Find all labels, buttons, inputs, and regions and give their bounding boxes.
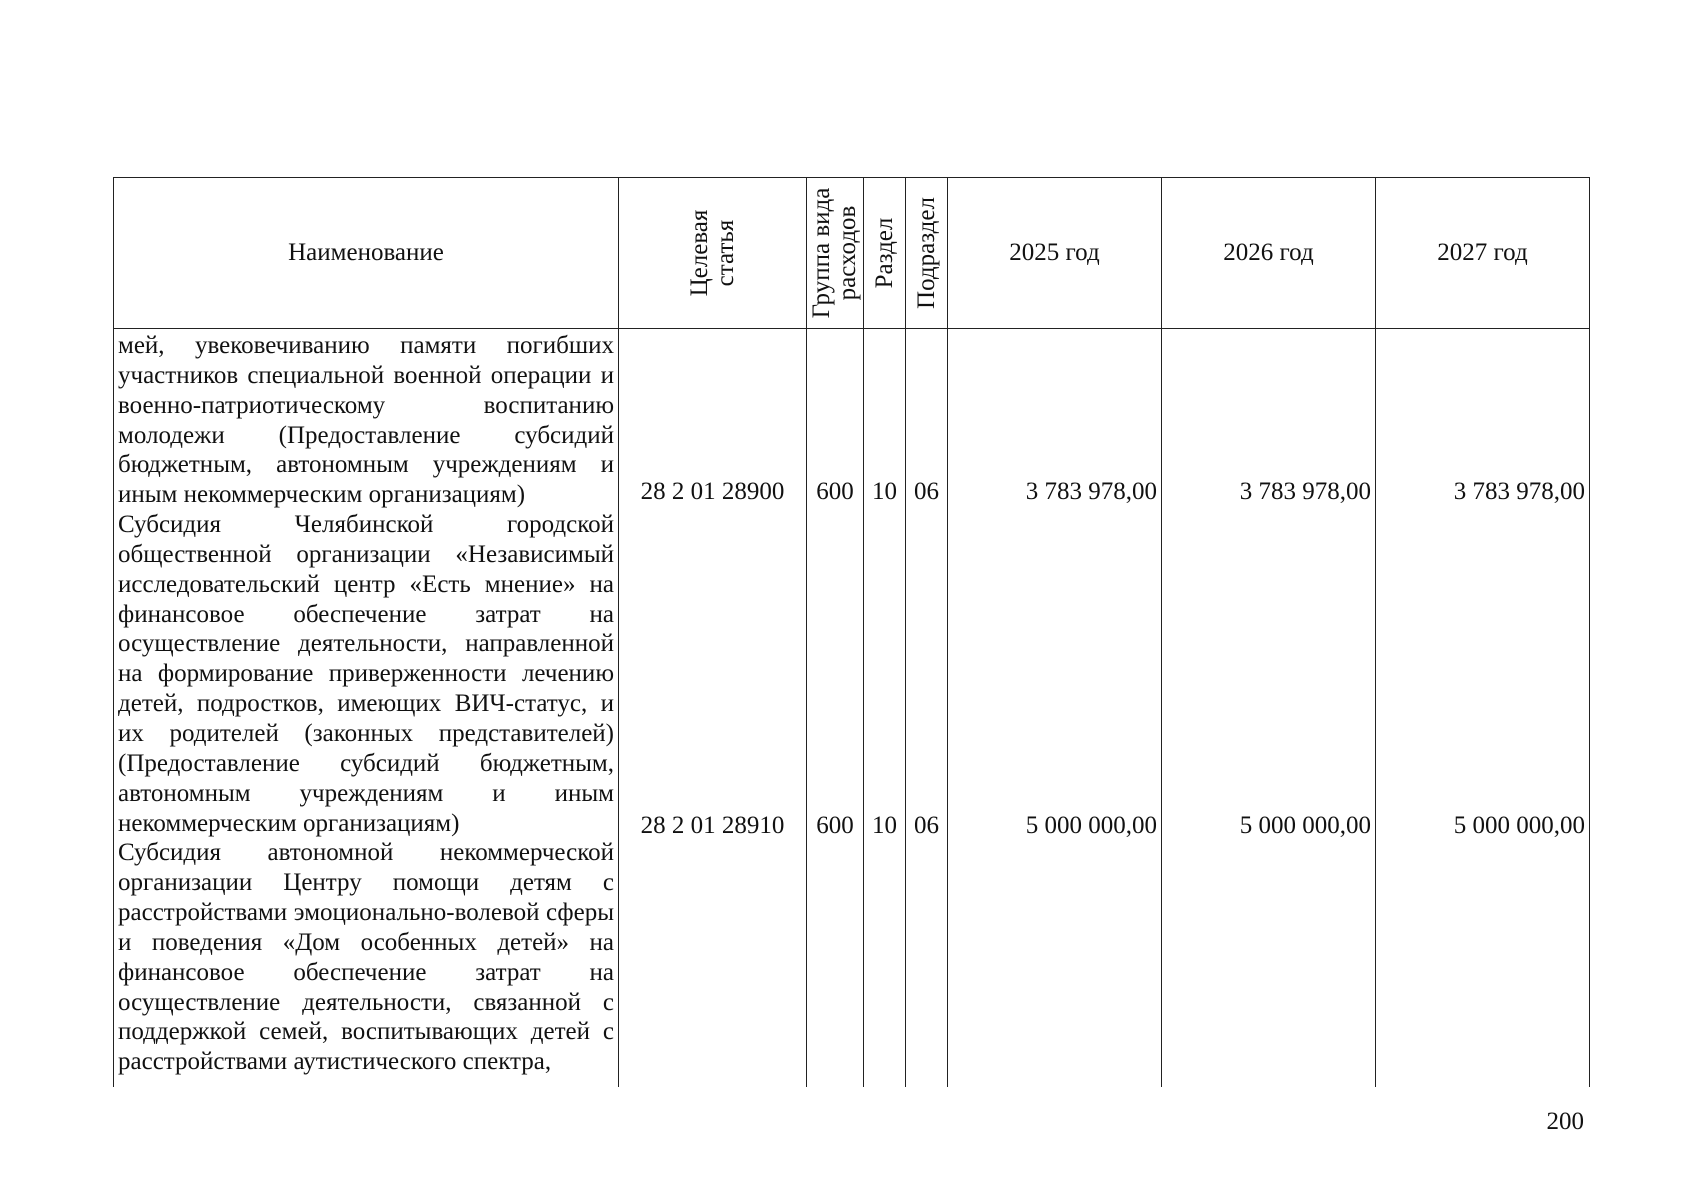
- page-number: 200: [1546, 1108, 1584, 1135]
- row-year-2027: 5 000 000,00: [1453, 812, 1585, 839]
- table-row: [114, 329, 1590, 1087]
- row-subsection: 06: [914, 812, 939, 839]
- header-section-text: Раздел: [870, 217, 898, 289]
- header-subsection: [906, 178, 948, 329]
- header-target-item-text: Целевая статья: [685, 209, 739, 297]
- header-expense-group-text: Группа вида расходов: [807, 187, 861, 319]
- row-section: 10: [872, 812, 897, 839]
- budget-table: [113, 177, 1590, 1087]
- target-item-cell: [619, 329, 807, 1087]
- row-section: 10: [872, 478, 897, 505]
- row-year-2026: 3 783 978,00: [1239, 478, 1371, 505]
- row-target-item: 28 2 01 28910: [640, 812, 785, 839]
- header-subsection-text: Подраздел: [912, 197, 940, 309]
- year-2026-cell: [1162, 329, 1376, 1087]
- header-section: [864, 178, 906, 329]
- row-name: мей, увековечиванию памяти погибших участников специальной военной операции и военно-патриотическому воспитанию молодежи (Предоставление субсидий бюджетным, автономным учреждениям и иным некоммерческим организациям): [118, 332, 614, 509]
- year-2027-cell: [1376, 329, 1590, 1087]
- header-year-2027: 2027 год: [1376, 178, 1590, 329]
- header-expense-group: [807, 178, 864, 329]
- header-name: Наименование: [114, 178, 619, 329]
- section-cell: [864, 329, 906, 1087]
- row-expense-group: 600: [816, 812, 854, 839]
- subsection-cell: [906, 329, 948, 1087]
- year-2025-cell: [948, 329, 1162, 1087]
- table-header-row: [114, 178, 1590, 329]
- row-year-2027: 3 783 978,00: [1453, 478, 1585, 505]
- row-subsection: 06: [914, 478, 939, 505]
- row-name: Субсидия автономной некоммерческой организации Центру помощи детям с расстройствами эмоционально-волевой сферы и поведения «Дом особенных детей» на финансовое обеспечение затрат на осуществление деятельности, связанной с поддержкой семей, воспитывающих детей с расстройствами аутистического спектра,: [118, 839, 614, 1076]
- row-year-2025: 5 000 000,00: [1025, 812, 1157, 839]
- name-cell: [114, 329, 619, 1087]
- row-name: Субсидия Челябинской городской общественной организации «Независимый исследовательский центр «Есть мнение» на финансовое обеспечение затрат на осуществление деятельности, направленной на формирование приверженности лечению детей, подростков, имеющих ВИЧ-статус, и их родителей (законных представителей) (Предоставление субсидий бюджетным, автономным учреждениям и иным некоммерческим организациям): [118, 511, 614, 837]
- header-target-item: [619, 178, 807, 329]
- row-year-2025: 3 783 978,00: [1025, 478, 1157, 505]
- row-expense-group: 600: [816, 478, 854, 505]
- header-year-2026: 2026 год: [1162, 178, 1376, 329]
- expense-group-cell: [807, 329, 864, 1087]
- row-year-2026: 5 000 000,00: [1239, 812, 1371, 839]
- header-year-2025: 2025 год: [948, 178, 1162, 329]
- row-target-item: 28 2 01 28900: [640, 478, 785, 505]
